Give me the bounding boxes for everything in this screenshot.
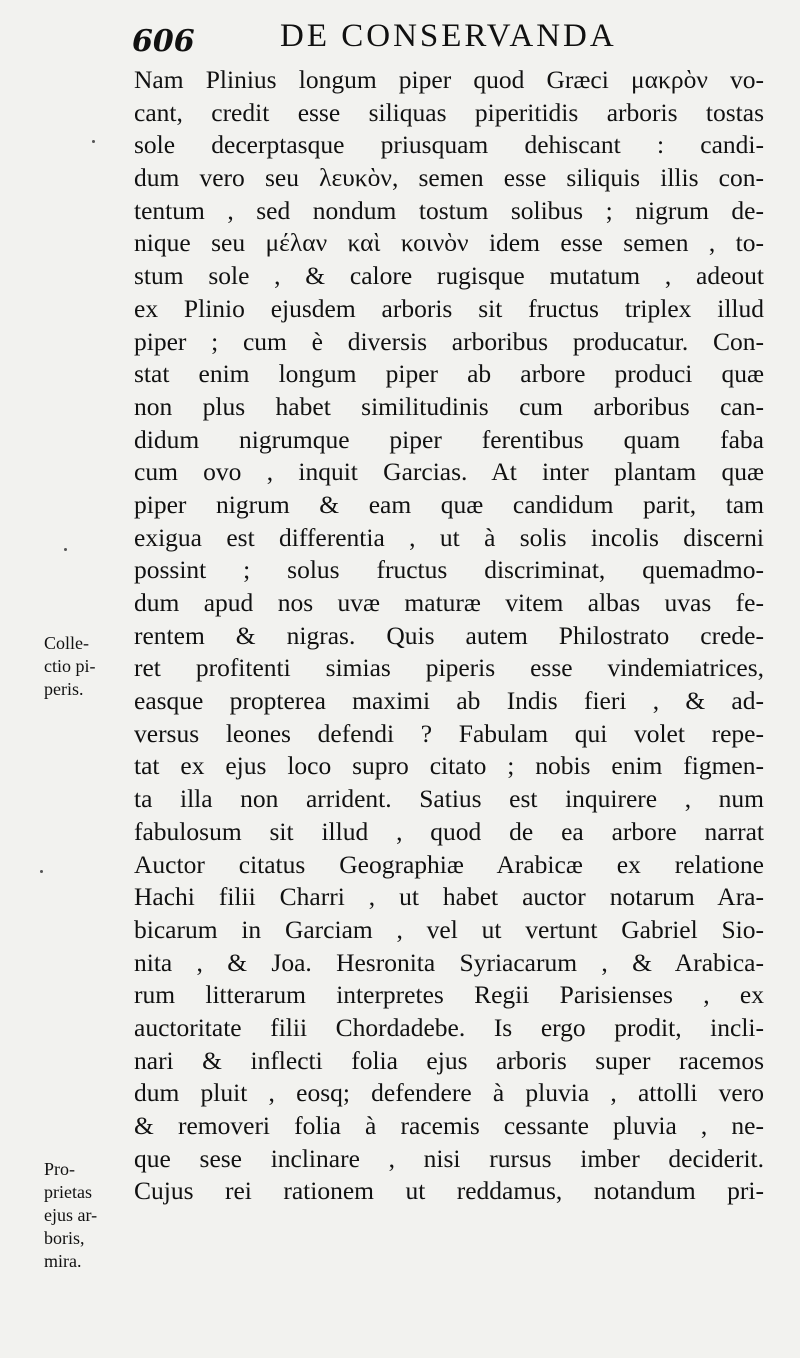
text-line: dum vero seu λευκὸν, semen esse siliquis illis con- bbox=[134, 163, 764, 193]
text-line: piper nigrum & eam quæ candidum parit, tam bbox=[134, 489, 764, 519]
text-line: ex Plinio ejusdem arboris sit fructus triplex illud bbox=[134, 293, 764, 323]
text-line: Auctor citatus Geographiæ Arabicæ ex relatione bbox=[134, 849, 764, 879]
text-line: Cujus rei rationem ut reddamus, notandum pri- bbox=[134, 1176, 764, 1206]
text-line: cant, credit esse siliquas piperitidis arboris tostas bbox=[134, 97, 764, 127]
margin-note-line: Colle- bbox=[44, 633, 89, 653]
text-line: stat enim longum piper ab arbore produci quæ bbox=[134, 359, 764, 389]
text-line: rum litterarum interpretes Regii Parisienses , ex bbox=[134, 980, 764, 1010]
text-line: possint ; solus fructus discriminat, quemadmo- bbox=[134, 555, 764, 585]
text-line: versus leones defendi ? Fabulam qui volet repe- bbox=[134, 718, 764, 748]
text-line: Hachi filii Charri , ut habet auctor notarum Ara- bbox=[134, 882, 764, 912]
margin-note-line: peris. bbox=[44, 679, 84, 699]
text-line: piper ; cum è diversis arboribus producatur. Con- bbox=[134, 326, 764, 356]
text-line: bicarum in Garciam , vel ut vertunt Gabriel Sio- bbox=[134, 914, 764, 944]
text-line: rentem & nigras. Quis autem Philostrato crede- bbox=[134, 620, 764, 650]
text-line: fabulosum sit illud , quod de ea arbore narrat bbox=[134, 816, 764, 846]
text-line: Nam Plinius longum piper quod Græci μακρὸν vo- bbox=[134, 65, 764, 94]
text-line: non plus habet similitudinis cum arboribus can- bbox=[134, 391, 764, 421]
text-line: nari & inflecti folia ejus arboris super racemos bbox=[134, 1045, 764, 1075]
text-line: dum apud nos uvæ maturæ vitem albas uvas fe- bbox=[134, 588, 764, 617]
text-line: nique seu μέλαν καὶ κοινὸν idem esse semen , to- bbox=[134, 228, 764, 258]
margin-note-line: mira. bbox=[44, 1251, 82, 1271]
page-number: 606 bbox=[132, 24, 195, 59]
text-line: que sese inclinare , nisi rursus imber deciderit. bbox=[134, 1143, 764, 1173]
text-line: ta illa non arrident. Satius est inquirere , num bbox=[134, 784, 764, 814]
text-line: nita , & Joa. Hesronita Syriacarum , & Arabica- bbox=[134, 947, 764, 977]
body-text bbox=[134, 64, 764, 1208]
running-title: DE CONSERVANDA bbox=[280, 18, 617, 54]
text-line: didum nigrumque piper ferentibus quam faba bbox=[134, 424, 764, 454]
margin-note-line: ctio pi- bbox=[44, 656, 96, 676]
margin-note-line: ejus ar- bbox=[44, 1205, 98, 1225]
margin-note-line: Pro- bbox=[44, 1159, 75, 1179]
text-line: cum ovo , inquit Garcias. At inter plantam quæ bbox=[134, 457, 764, 487]
paper-speck bbox=[64, 548, 67, 551]
text-line: stum sole , & calore rugisque mutatum , adeout bbox=[134, 261, 764, 291]
text-line: easque propterea maximi ab Indis fieri , & ad- bbox=[134, 686, 764, 716]
text-line: sole decerptasque priusquam dehiscant : candi- bbox=[134, 130, 764, 160]
margin-note-proprietas bbox=[44, 1158, 130, 1273]
text-line: tentum , sed nondum tostum solibus ; nigrum de- bbox=[134, 195, 764, 225]
text-line: exigua est differentia , ut à solis incolis discerni bbox=[134, 522, 764, 552]
margin-note-collectio bbox=[44, 632, 130, 701]
text-line: tat ex ejus loco supro citato ; nobis enim figmen- bbox=[134, 751, 764, 781]
text-line: ret profitenti simias piperis esse vindemiatrices, bbox=[134, 653, 764, 683]
text-line: & removeri folia à racemis cessante pluvia , ne- bbox=[134, 1111, 764, 1140]
text-line: auctoritate filii Chordadebe. Is ergo prodit, incli- bbox=[134, 1012, 764, 1042]
margin-note-line: boris, bbox=[44, 1228, 85, 1248]
paper-speck bbox=[92, 140, 95, 143]
paper-speck bbox=[40, 870, 43, 873]
page-header bbox=[132, 18, 772, 64]
text-line: dum pluit , eosq; defendere à pluvia , attolli vero bbox=[134, 1078, 764, 1108]
margin-note-line: prietas bbox=[44, 1182, 92, 1202]
